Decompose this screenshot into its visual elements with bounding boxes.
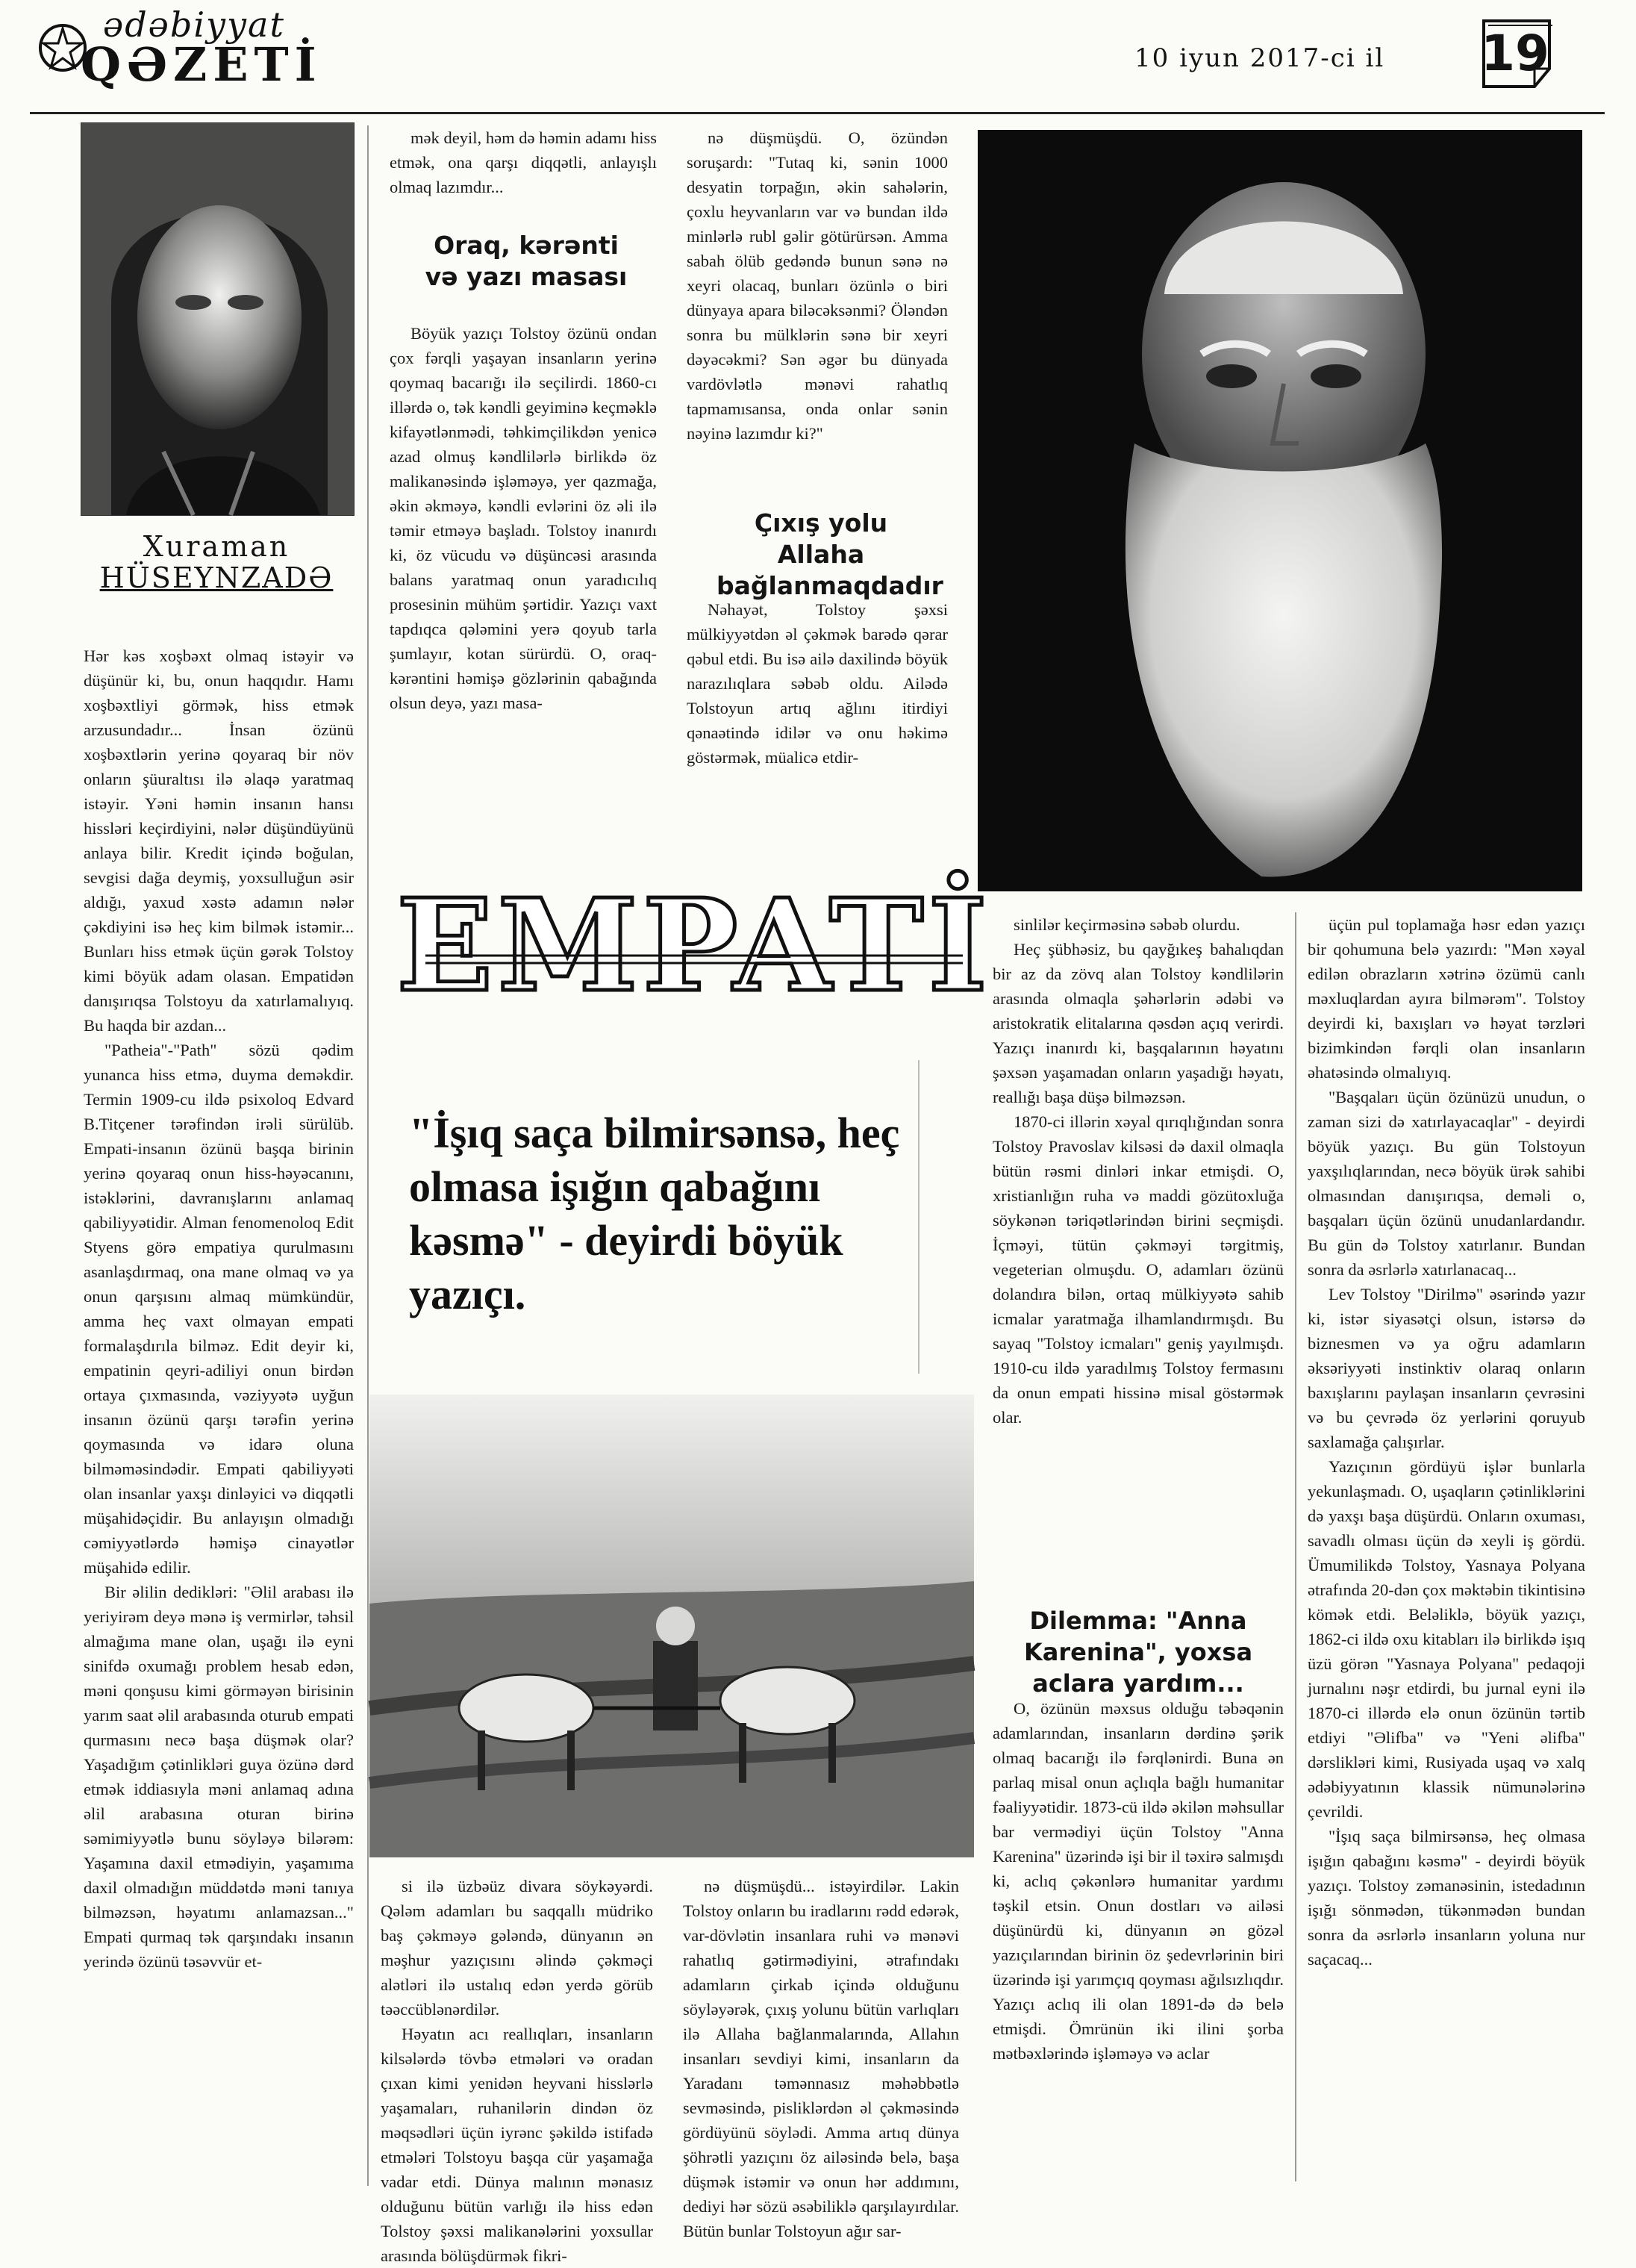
column-1 <box>84 644 354 2189</box>
paragraph: Böyük yazıçı Tolstoy özünü ondan çox fərqli yaşayan insanların yerinə qoymaq bacarığı ilə seçilirdi. 1860-cı illərdə o, tək kəndli geyiminə keçməklə kifayətlənmədi, təhkimçilikdən yenicə azad olmuş kəndlilərlə birlikdə öz malikanəsində işləməyə, yer qazmağa, əkin əkməyə, kəndli evlərini öz əli ilə təmir etməyə başladı. Tolstoy inanırdı ki, öz vücudu və düşüncəsi arasında balans yaratmaq onun yaradıcılıq prosesinin mühüm şərtidir. Yazıçı vaxt tapdıqca qələmini yerə qoyub tarla şumlayır, kotan sürürdü. O, oraq-kərəntini həmişə gözlərinin qabağında olsun deyə, yazı masa- <box>390 324 657 712</box>
column-2-top <box>390 125 657 215</box>
paragraph: mək deyil, həm də həmin adamı hiss etmək, ona qarşı diqqətli, anlayışlı olmaq lazımdır... <box>390 128 657 196</box>
paragraph: Heç şübhəsiz, bu qayğıkeş bahalıqdan bir az da zövq alan Tolstoy kəndlilərin arasında olmaqla şəhərlərin ədəbi və aristokratik elitalarına qəsdən açıq verirdi. Yazıçı inanırdı ki, başqalarının həyatını şəxsən yaşamadan onların yaşadığı həyatı, reallığı başa düşə bilməzsən. <box>993 940 1284 1106</box>
column-3-bottom <box>683 1874 959 2240</box>
page-number-text: 19 <box>1481 25 1549 82</box>
subhead-oraq: Oraq, kərənti və yazı masası <box>425 231 628 291</box>
paragraph: üçün pul toplamağa həsr edən yazıçı bir qohumuna belə yazırdı: "Mən xəyal edilən obrazların xətrinə özümü canlı məxluqlardan ayıra bilmərəm". Tolstoy deyirdi ki, baxışları və həyat tərzləri bizimkindən fərqli olan insanların əhatəsində olmalıyıq. <box>1308 915 1585 1082</box>
paragraph: 1870-ci illərin xəyal qırıqlığından sonra Tolstoy Pravoslav kilsəsi də daxil olmaqla bütün rəsmi dinləri inkar etmişdi. O, xristianlığın ruha və maddi gözütoxluğa söykənən təriqətlərindən birini seçmişdi. İçməyi, tütün çəkməyi tərgitmiş, vegeterian olmuşdu. O, adamları özünü dolandıra bilən, ortaq mülkiyyətə sahib icmalar yaratmağa ilhamlandırmışdı. Bu sayaq "Tolstoy icmaları" geniş yayılmışdı. 1910-cu ildə yaradılmış Tolstoy fermasını da onun empati hissinə misal göstərmək olar. <box>993 1112 1284 1427</box>
article-title <box>396 844 993 1023</box>
paragraph: O, özünün məxsus olduğu təbəqənin adamlarından, insanların dərdinə şərik olmaq bacarığı ilə fərqlənirdi. Buna ən parlaq misal onun açlıqla bağlı humanitar fəaliyyətidir. 1873-cü ildə əkilən məhsullar bar vermədiyi üçün Tolstoy "Anna Karenina" üzərində işi bir il təxirə salmışdı ki, aclıq çəkənlərə humanitar yardımı təşkil etsin. Onun dostları və ailəsi düşünürdü ki, dünyanın ən gözəl yazıçılarından birinin öz şedevrlərinin biri üzərində işi yarımçıq qoyması ağılsızlıqdır. Yazıçı aclıq ili olan 1891-də də belə etmişdi. Ömrünün iki ilini şorba mətbəxlərində işləməyə və aclar <box>993 1699 1284 2063</box>
field-photo <box>369 1395 974 1857</box>
paragraph: "İşıq saça bilmirsənsə, heç olmasa işığın qabağını kəsmə" - deyirdi böyük yazıçı. Tolstoy zəmanəsinin, istedadının işığı sönmədən, tükənmədən bundan sonra da əsrlərlə insanların yoluna nur saçacaq... <box>1308 1827 1585 1969</box>
paragraph: Nəhayət, Tolstoy şəxsi mülkiyyətdən əl çəkmək barədə qərar qəbul etdi. Bu isə ailə daxilində böyük narazılıqlara səbəb oldu. Ailədə Tolstoyun artıq ağlını itirdiyi qənaətində idilər və onu həkimə göstərmək, müalicə etdir- <box>687 600 948 767</box>
column-3-body <box>687 597 948 776</box>
tolstoy-photo <box>978 130 1582 891</box>
issue-date: 10 iyun 2017-ci il <box>1134 43 1385 73</box>
column-5 <box>1308 912 1585 2181</box>
paragraph: sinlilər keçirməsinə səbəb olurdu. <box>1014 915 1240 934</box>
paragraph: nə düşmüşdü... istəyirdilər. Lakin Tolstoy onların bu iradlarını rədd edərək, var-dövlətin insanlara ruhi və mənəvi rahatlıq gətirmədiyini, ətrafındakı adamların çirkab içində olduğunu söyləyərək, çıxış yolunu bütün varlıqları ilə Allaha bağlanmalarında, Allahın insanları sevdiyi kimi, insanların da Yaradanı təmənnasız məhəbbətlə sevməsində, pisliklərdən əl çəkməsində gördüyünü söylədi. Amma artıq dünya şöhrətli yazıçını öz ailəsində belə, başa düşmək istəmir və onun hər addımını, dediyi hər sözü əsəbiliklə qarşılayırdılar. Bütün bunlar Tolstoyun ağır sar- <box>683 1877 959 2240</box>
column-divider <box>367 125 369 2186</box>
column-divider <box>1295 912 1296 2181</box>
paragraph: Yazıçının gördüyü işlər bunlarla yekunlaşmadı. O, uşaqların çətinliklərini də yaxşı başa düşürdü. Onların oxuması, savadlı olması üçün də xeyli iş gördü. Ümumilikdə Tolstoy, Yasnaya Polyana ətrafında 20-dən çox məktəbin tikintisinə kömək etdi. Beləliklə, böyük yazıçı, 1862-ci ildə oxu kitabları ilə birlikdə işıq üzü görən "Yasnaya Polyana" pedaqoji jurnalını nəşr etdirdi, bu jurnal eyni ilə 1870-ci illərdə elə onun özünün tərtib etdiyi "Əlifba" və "Yeni əlifba" dərslikləri kimi, Rusiyada uşaq və xalq ədəbiyyatının klassik nümunələrinə çevrildi. <box>1308 1457 1585 1821</box>
logo-bottom-text: QƏZETİ <box>81 37 322 92</box>
subhead-dilemma: Dilemma: "Anna Karenina", yoxsa aclara yardım... <box>1023 1607 1253 1698</box>
paragraph: si ilə üzbəüz divara söykəyərdi. Qələm adamları bu saqqallı müdriko baş çəkməyə gələndə, dünyanın ən məşhur yazıçısını əlində çəkməçi alətləri ilə ustalıq edən yerdə görüb təəccüblənərdilər. <box>381 1877 653 2019</box>
paragraph: Lev Tolstoy "Dirilmə" əsərində yazır ki, istər siyasətçi olsun, istərsə də biznesmen və ya oğru adamların əksəriyyəti instinktiv olaraq onların baxışlarını paylaşan insanların çevrəsini və bu çevrədə öz yerlərini qoruyub saxlamağa çalışırlar. <box>1308 1285 1585 1451</box>
column-4-body <box>993 1696 1284 2189</box>
column-2-bottom <box>381 1874 653 2265</box>
logo-top-text: ədəbiyyat <box>103 4 285 45</box>
masthead-rule <box>30 112 1605 114</box>
pull-quote: "İşıq saça bilmirsənsə, heç olmasa işığın qabağını kəsmə" - deyirdi böyük yazıçı. <box>409 1109 900 1318</box>
paragraph: "Patheia"-"Path" sözü qədim yunanca hiss etmə, duyma deməkdir. Termin 1909-cu ildə psixoloq Edvard B.Titçener tərəfindən irəli sürülüb. Empati-insanın özünü başqa birinin yerinə qoyaraq onun hiss-həyəcanını, istəklərini, davranışlarını anlamaq qabiliyyətidir. Alman fenomenoloq Edit Styens görə empatiya qurulmasını asanlaşdırmaq, ona mane olmaq və ya onun qarşısını almaq mümkündür, amma heç vaxt olmayan empati formalaşdırıla bilməz. Edit deyir ki, empatinin qeyri-adiliyi onun birdən ortaya çıxmasında, vəziyyətə uyğun insanın özünü qarşı tərəfin yerinə qoymasında və idarə oluna bilməməsindədir. Empati qabiliyyəti olan insanlar yaxşı dinləyici və diqqətli müşahidəçidir. Bu anlayışın olmadığı cəmiyyətlərdə həmişə cinayətlər müşahidə edilir. <box>84 1041 354 1577</box>
subhead-cixis: Çıxış yolu Allaha bağlanmaqdadır <box>716 508 943 600</box>
author-photo <box>81 122 355 516</box>
column-2-body <box>390 321 657 776</box>
paragraph: nə düşmüşdü. O, özündən soruşardı: "Tutaq ki, sənin 1000 desyatin torpağın, əkin sahələrin, çoxlu heyvanların var və bundan ildə minlərlə rubl gəlir götürürsən. Amma sabah ölüb gedəndə bunun sənə nə xeyri olacaq, bunları özünlə o biri dünyaya apara biləcəksənmi? Öləndən sonra bu mülklərin sənə bir xeyri dəyəcəkmi? Sən əgər bu dünyada vardövlətlə mənəvi rahatlıq tapmamısansa, onda onlar sənin nəyinə lazımdır ki?" <box>687 128 948 443</box>
author-first-name: Xuraman <box>143 530 290 563</box>
quote-rule <box>918 1060 920 1374</box>
article-title-text: EMPATİ <box>396 871 992 1021</box>
paragraph: Hər kəs xoşbəxt olmaq istəyir və düşünür ki, bu, onun haqqıdır. Hamı xoşbəxtliyi görmək, hiss etmək arzusundadır... İnsan özünü xoşbəxtlərin yerinə qoyaraq bir növ onların şüuraltısı ilə əlaqə yaratmaq istəyir. Yəni həmin insanın hansı hissləri keçirdiyini, nələr düşündüyünü anlaya bilir. Kredit içində boğulan, sevgisi dağa deymiş, yoxsulluğun əsir aldığı, yaxud xəstə adamın nələr çəkdiyini isə heç kim bilmək istəmir... Bunları hiss etmək üçün gərək Tolstoy kimi böyük adam olasan. Empatidən danışırıqsa Tolstoyu da xatırlamalıyıq. Bu haqda bir azdan... <box>84 647 354 1035</box>
column-4 <box>993 912 1284 1592</box>
paragraph: "Başqaları üçün özünüzü unudun, o zaman sizi də xatırlayacaqlar" - deyirdi böyük yazıçı. Bu gün Tolstoyun yaxşılıqlarından, necə böyük ürək sahibi olmasından danışırıqsa, deməli o, başqaları üçün özünü unudanlardandır. Bu gün də Tolstoy xatırlanır. Bundan sonra da əsrlərlə xatırlanacaq... <box>1308 1088 1585 1279</box>
paragraph: Həyatın acı reallıqları, insanların kilsələrdə tövbə etmələri və oradan çıxan kimi yenidən heyvani hisslərlə yaşamaları, ruhanilərin dindən öz məqsədləri üçün iyrənc şəkildə istifadə etmələri Tolstoyu başqa cür yaşamağa vadar etdi. Dünya malının mənasız olduğunu bütün varlığı ilə hiss edən Tolstoy şəxsi malikanələrini yoxsullar arasında bölüşdürmək fikri- <box>381 2025 653 2265</box>
author-last-name: HÜSEYNZADƏ <box>99 561 334 594</box>
paragraph: Bir əlilin dedikləri: "Əlil arabası ilə yeriyirəm deyə mənə iş vermirlər, təhsil almağıma mane olan, uşağı ilə eyni sinifdə oxumağı problem hesab edən, məni qonşusu kimi görməyən birisinin yarım saat əlil arabasında oturub empati qurmasını necə başa düşmək olar? Yaşadığım çətinlikləri guya özünə dərd etmək iddiasıyla məni anlamaq adına əlil arabasına oturan birinə səmimiyyətlə bunu söyləyə bilərəm: Yaşamına daxil etmədiyin, yaşamıma daxil olmadığın müddətdə məni tanıya bilməzsən, həyatımı anlamazsan..." Empati qurmaq tək qarşındakı insanın yerində özünü təsəvvür et- <box>84 1583 354 1971</box>
column-3-top <box>687 125 948 476</box>
page-number <box>1478 16 1558 91</box>
masthead-logo <box>36 4 349 94</box>
